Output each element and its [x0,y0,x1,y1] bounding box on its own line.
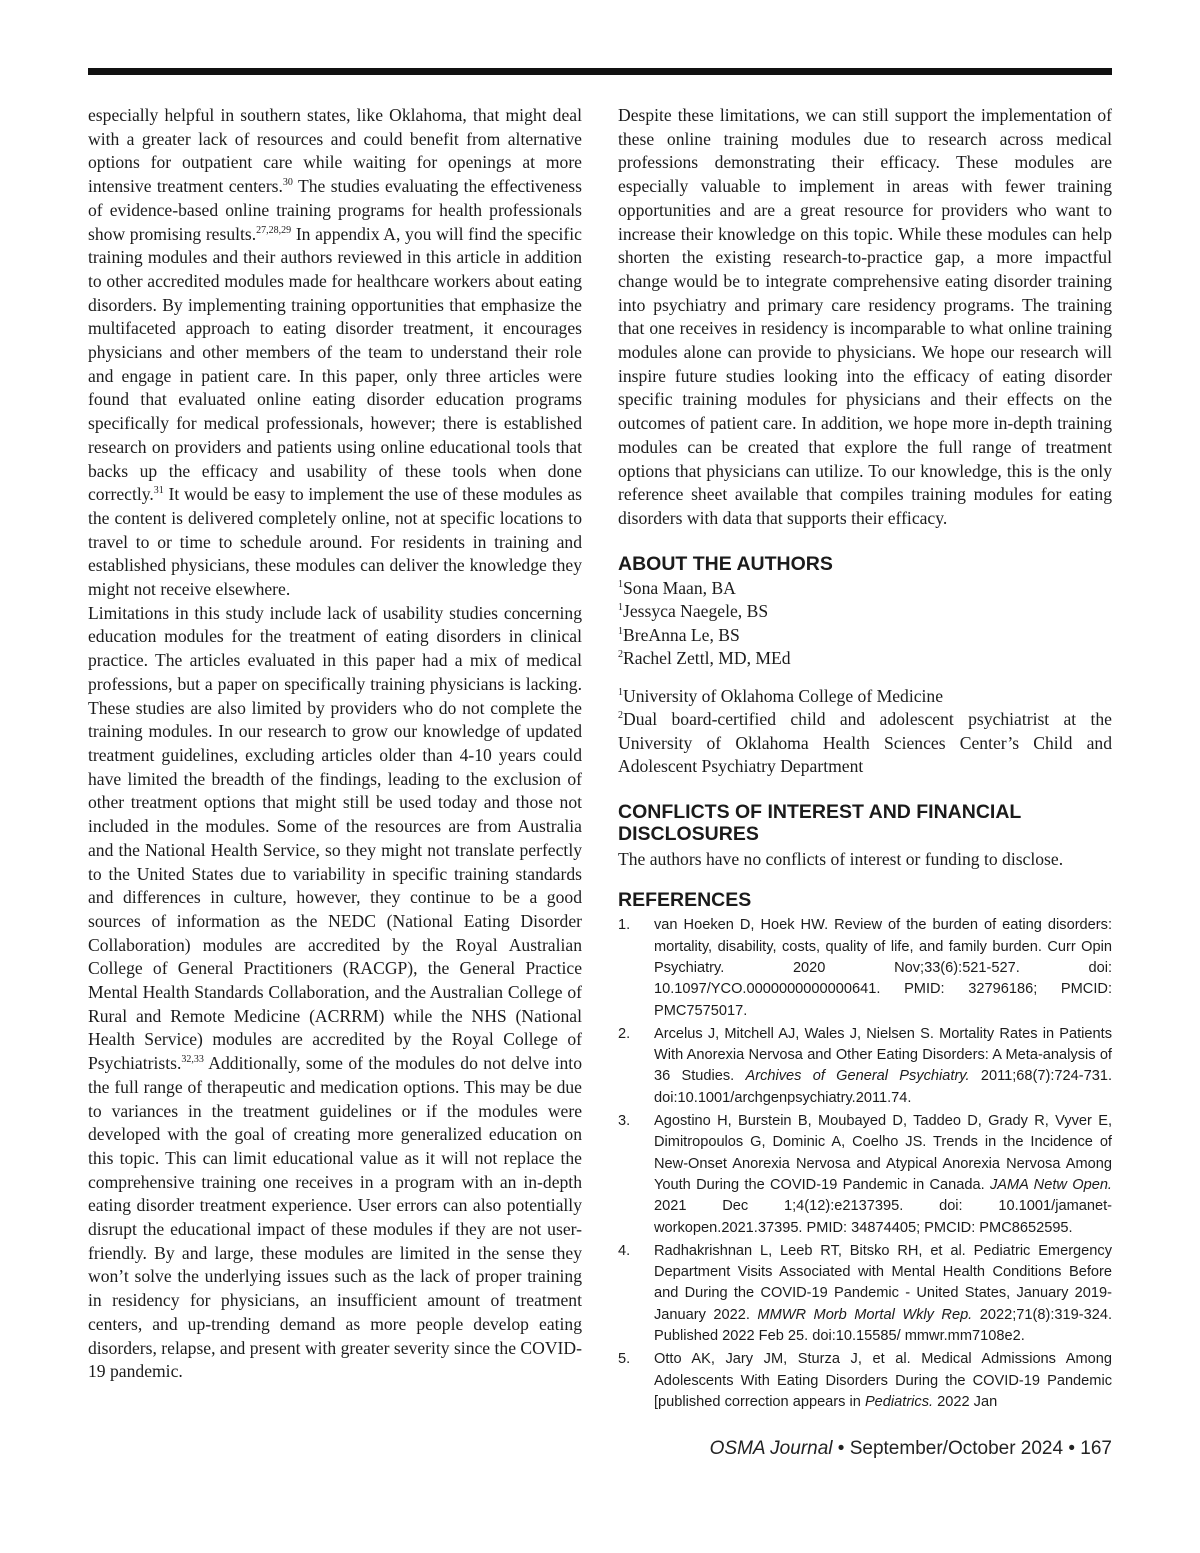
affiliation-marker: 2 [618,649,623,661]
heading-line: CONFLICTS OF INTEREST AND FINANCIAL [618,800,1022,823]
author-name: Rachel Zettl, MD, MEd [623,648,791,669]
author-list [618,577,1112,671]
reference-journal: Pediatrics. [864,1393,934,1410]
reference-number: 4. [618,1242,631,1259]
author-item [618,624,1112,648]
affiliation-item [618,685,1112,709]
citation-superscript: 30 [282,177,293,189]
reference-journal: Archives of General Psychiatry. [745,1068,970,1085]
about-authors-heading: ABOUT THE AUTHORS [618,552,833,575]
left-column [88,104,582,1384]
author-name: Jessyca Naegele, BS [623,601,769,622]
affiliation-marker: 1 [618,602,623,614]
paragraph-text: It would be easy to implement the use of these modules as the content is delivered completely online, not at specific locations to travel to or time to schedule around. For residents in training and established physicians, these modules can deliver the knowledge they might not receive elsewhere. [88,484,582,600]
body-paragraph [88,104,582,602]
affiliation-list [618,685,1112,779]
references-heading: REFERENCES [618,889,752,912]
page-footer [710,1438,1112,1460]
author-name: BreAnna Le, BS [623,624,740,645]
body-paragraph: Despite these limitations, we can still support the implementation of these online training modules due to research across medical professions demonstrating their efficacy. These modules are especially valuable to implement in areas with fewer training opportunities and are a great resource for providers who want to increase their knowledge on this topic. While these modules can help shorten the existing research-to-practice gap, a more impactful change would be to integrate comprehensive eating disorder training into psychiatry and primary care residency programs. The training that one receives in residency is incomparable to what online training modules alone can provide to physicians. We hope our research will inspire future studies looking into the efficacy of eating disorder specific training modules for physicians and their effects on the outcomes of patient care. In addition, we hope more in-depth training modules can be created that explore the full range of treatment options that physicians can utilize. To our knowledge, this is the only reference sheet available that compiles training modules for eating disorders with data that supports their efficacy. [618,105,1112,528]
reference-item [618,1349,1112,1413]
reference-number: 1. [618,917,631,934]
reference-number: 5. [618,1351,631,1368]
paragraph-text: The studies evaluating the effectiveness of evidence-based online training programs for health professionals show promising results. [88,176,582,244]
paragraph-text: In appendix A, you will find the specific training modules and their authors reviewed in this article in addition to other accredited modules made for healthcare workers about eating disorders. By implementing training opportunities that emphasize the multifaceted approach to eating disorder treatment, it encourages physicians and other members of the team to understand their role and engage in patient care. In this paper, only three articles were found that evaluated online eating disorder education programs specifically for medical professionals, however; there is established research on providers and patients using online educational tools that backs up the efficacy and usability of these tools when done correctly. [88,223,582,505]
reference-details: 2022 Jan [933,1393,998,1410]
journal-name: OSMA Journal [709,1438,833,1459]
reference-journal: JAMA Netw Open. [989,1176,1112,1193]
footer-separator: • [1063,1438,1081,1459]
citation-superscript: 31 [153,485,164,497]
reference-text [654,1241,1112,1347]
paragraph-text: especially helpful in southern states, like Oklahoma, that might deal with a greater lack of resources and could benefit from alternative options for outpatient care while waiting for openings at more intensive treatment centers. [88,105,582,197]
citation-superscript: 32,33 [181,1054,204,1066]
affiliation-marker: 1 [618,686,623,698]
body-paragraph [88,602,582,1384]
reference-item [618,1111,1112,1239]
author-item [618,647,1112,671]
reference-journal: MMWR Morb Mortal Wkly Rep. [757,1306,973,1323]
reference-details: 2022;71(8):319-324. Published 2022 Feb 25. doi:10.15585/ mmwr.mm7108e2. [654,1306,1112,1344]
affiliation-marker: 2 [618,710,623,722]
reference-text [654,1024,1112,1109]
reference-item [618,915,1112,1021]
reference-details: 2021 Dec 1;4(12):e2137395. doi: 10.1001/jamanetworkopen.2021.37395. PMID: 34874405; PMCID: PMC8652595. [654,1198,1112,1236]
author-item [618,600,1112,624]
reference-citation: Otto AK, Jary JM, Sturza J, et al. Medical Admissions Among Adolescents With Eating Disorders During the COVID-19 Pandemic [published correction appears in [654,1351,1112,1410]
reference-item [618,1241,1112,1347]
page-number: 167 [1080,1438,1112,1459]
reference-citation: Arcelus J, Mitchell AJ, Wales J, Nielsen S. Mortality Rates in Patients With Anorexia Nervosa and Other Eating Disorders: A Meta-analysis of 36 Studies. [654,1025,1112,1085]
right-column [618,104,1112,1415]
reference-citation: van Hoeken D, Hoek HW. Review of the burden of eating disorders: mortality, disability, costs, quality of life, and family burden. Curr Opin Psychiatry. 2020 Nov;33(6):521-527. doi: 10.1097/YCO.0000000000000641. PMID: 32796186; PMCID: PMC7575017. [654,917,1112,1019]
top-rule [88,68,1112,75]
author-name: Sona Maan, BA [623,577,736,598]
conflicts-text: The authors have no conflicts of interest or funding to disclose. [618,848,1064,869]
reference-item [618,1024,1112,1109]
heading-line: DISCLOSURES [618,822,759,845]
reference-number: 3. [618,1113,631,1130]
reference-number: 2. [618,1025,631,1042]
paragraph-text: Additionally, some of the modules do not delve into the full range of therapeutic and medication options. This may be due to variances in the treatment guidelines or if the modules were developed with the goal of creating more generalized education on this topic. This can limit educational value as it will not replace the comprehensive training one receives in a program with an in-depth eating disorder treatment experience. User errors can also potentially disrupt the educational impact of these modules if they are not user-friendly. By and large, these modules are limited in the sense they won’t solve the underlying issues such as the lack of proper training in residency for physicians, an insufficient amount of treatment centers, and up-trending demand as more people develop eating disorders, relapse, and present with greater severity since the COVID-19 pandemic. [88,1053,582,1382]
reference-text [654,1349,1112,1413]
footer-separator: • [832,1438,850,1459]
reference-citation: Agostino H, Burstein B, Moubayed D, Taddeo D, Grady R, Vyver E, Dimitropoulos G, Dominic A, Coelho JS. Trends in the Incidence of New-Onset Anorexia Nervosa and Atypical Anorexia Nervosa Among Youth During the COVID-19 Pandemic in Canada. [654,1113,1112,1193]
affiliation-marker: 1 [618,625,623,637]
paragraph-text: Limitations in this study include lack of usability studies concerning education modules for the treatment of eating disorders in clinical practice. The articles evaluated in this paper had a mix of medical professions, but a paper on specifically training physicians is lacking. These studies are also limited by providers who do not complete the training modules. In our research to grow our knowledge of updated treatment guidelines, excluding articles older than 4-10 years could have limited the breadth of the findings, leading to the exclusion of other treatment options that might still be used today and those not included in the modules. Some of the resources are from Australia and the National Health Service, so they might not translate perfectly to the United States due to variability in specific training standards and differences in culture, however, they continue to be a good sources of information as the NEDC (National Eating Disorder Collaboration) modules are accredited by the Royal Australian College of General Practitioners (RACGP), the General Practice Mental Health Standards Collaboration, and the Australian College of Rural and Remote Medicine (ACRRM) while the NHS (National Health Service) modules are accredited by the Royal College of Psychiatrists. [88,602,582,1074]
reference-citation: Radhakrishnan L, Leeb RT, Bitsko RH, et al. Pediatric Emergency Department Visits Associated with Mental Health Conditions Before and During the COVID-19 Pandemic - United States, January 2019-January 2022. [654,1242,1112,1323]
reference-text [654,1111,1112,1239]
affiliation-item [618,708,1112,779]
affiliation-marker: 1 [618,578,623,590]
reference-text [654,915,1112,1021]
affiliation-text: University of Oklahoma College of Medicine [623,685,944,706]
conflicts-heading [618,801,1112,845]
reference-details: 2011;68(7):724-731. doi:10.1001/archgenpsychiatry.2011.74. [654,1068,1113,1106]
citation-superscript: 27,28,29 [256,224,292,236]
author-item [618,577,1112,601]
issue-date: September/October 2024 [849,1438,1064,1459]
affiliation-text: Dual board-certified child and adolescent psychiatrist at the University of Oklahoma Health Sciences Center’s Child and Adolescent Psychiatry Department [618,709,1112,777]
reference-list [618,915,1112,1413]
